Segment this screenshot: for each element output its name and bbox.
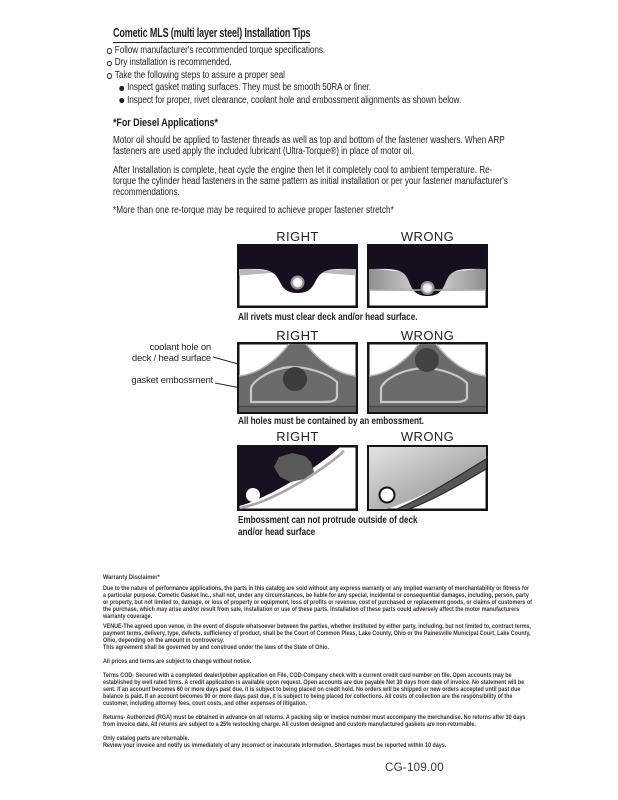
bullet-marker	[119, 98, 124, 104]
page-code: CG-109.00	[385, 762, 444, 774]
disclaimer-paragraph: This agreement shall be governed by and construed under the laws of the State of Ohio.	[103, 645, 329, 651]
disclaimer-paragraph: All prices and terms are subject to change without notice.	[103, 659, 252, 665]
tip-text: Follow manufacturer's recommended torque specifications.	[114, 45, 326, 56]
diesel-paragraph-2: After Installation is complete, heat cycle the engine then let it completely cool to ambient temperature. Re-torque the cylinder head fasteners in the same pattern as initial installation or per your fastener manufacturer's recommendations.	[113, 165, 508, 199]
disclaimer-paragraph: Due to the nature of performance applications, the parts in this catalog are sold without any express warranty or any implied warranty of merchantability or fitness for a particular purpose. Cometic Gasket Inc., shall not, under any circumstances, be liable for any special, incidental or consequential damages, including, person, party or property, but not limited to, damage, or loss of property or equipment, loss of profits or revenue, cost of purchased or replacement goods, or claims of customers of the purchase, which may arise and/or result from sale, installation or use of these parts. Installation of these parts could adversely affect the motor manufacturers warranty coverage.	[103, 586, 532, 620]
disclaimer-paragraph: Only catalog parts are returnable.	[103, 736, 190, 742]
diagram-embossment-wrong	[367, 445, 488, 511]
disclaimer-heading: Warranty Disclaimer*	[103, 574, 160, 581]
list-item	[119, 82, 550, 94]
diagram-holes-right	[237, 342, 358, 414]
list-item	[107, 45, 550, 57]
rivets-wrong-label: WRONG	[400, 229, 455, 244]
tip-text: Inspect gasket mating surfaces. They must be smooth 50RA or finer.	[127, 82, 372, 94]
disclaimer-paragraph: Returns- Authorized (RGA) must be obtained in advance on all returns. A packing slip or invoice number must accompany the merchandise. No returns after 30 days from invoice date. All returns are subject to a 25% restocking charge. All custom designed and custom manufactured gaskets are non-returnable.	[103, 715, 526, 728]
page-title: Cometic MLS (multi layer steel) Installation Tips	[113, 26, 310, 43]
disclaimer-paragraph: Terms COD- Secured with a completed dealer/jobber application on File, COD-Company check with a current credit card number on file. Open accounts may be established by well rated firms. A credit application is available upon request. Open accounts are due payable Net 30 days from date of invoice. No statement will be sent. If an account becomes 60 or more days past due, it is subject to being placed on credit hold. No orders will be shipped or new orders accepted until past due balance is paid. If an account becomes 90 or more days past due, it is subject to being placed for collections. All costs of collection are the responsibility of the customer, including attorney fees, court costs, and other expenses of litigation.	[103, 673, 525, 707]
diesel-paragraph-1: Motor oil should be applied to fastener threads as well as top and bottom of the fastener washers. When ARP fasteners are used apply the included lubricant (Ultra-Torque®) in place of motor oil.	[113, 135, 505, 158]
tip-text: Take the following steps to assure a proper seal	[114, 69, 285, 81]
bullet-marker	[107, 61, 112, 67]
tip-text: Dry installation is recommended.	[114, 57, 232, 69]
diesel-heading: *For Diesel Applications*	[113, 117, 218, 129]
list-item	[119, 95, 550, 107]
embossment-wrong-label: WRONG	[400, 429, 455, 444]
embossment-caption: Embossment can not protrude outside of deck and/or head surface	[238, 515, 418, 538]
list-item	[107, 70, 550, 82]
bullet-marker	[107, 48, 112, 54]
list-item	[107, 57, 550, 69]
holes-right-label: RIGHT	[276, 328, 319, 343]
tip-text: Inspect for proper, rivet clearance, coolant hole and embossment alignments as shown below.	[127, 94, 462, 106]
holes-caption: All holes must be contained by an embossment.	[238, 416, 424, 427]
retorque-note: *More than one re-torque may be required to achieve proper fastener stretch*	[113, 205, 394, 216]
embossment-right-label: RIGHT	[276, 429, 319, 444]
bullet-marker	[119, 86, 124, 92]
diagram-embossment-right	[237, 445, 358, 511]
warranty-disclaimer	[103, 574, 533, 750]
diagram-holes-wrong	[367, 342, 488, 414]
disclaimer-paragraph: VENUE-The agreed upon venue, in the event of dispute whatsoever between the parties, whether instituted by either party, including, but not limited to, contract terms, payment terms, delivery, type, defects, sufficiency of product, shall be the Court of Common Pleas, Lake County, Ohio or the Painesville Municipal Court, Lake County, Ohio, depending on the amount in controversy.	[103, 624, 532, 644]
disclaimer-paragraph: Review your invoice and notify us immediately of any incorrect or inaccurate information. Shortages must be reported within 10 days.	[103, 743, 447, 749]
installation-tips-list	[107, 45, 550, 107]
coolant-hole-label: coolant hole on deck / head surface	[131, 342, 211, 364]
rivets-right-label: RIGHT	[276, 229, 319, 244]
rivets-caption: All rivets must clear deck and/or head surface.	[238, 312, 418, 323]
diagram-rivets-right	[237, 244, 358, 308]
bullet-marker	[107, 73, 112, 79]
gasket-embossment-label: gasket embossment	[131, 375, 213, 386]
diagram-rivets-wrong	[367, 244, 488, 308]
holes-wrong-label: WRONG	[400, 328, 455, 343]
